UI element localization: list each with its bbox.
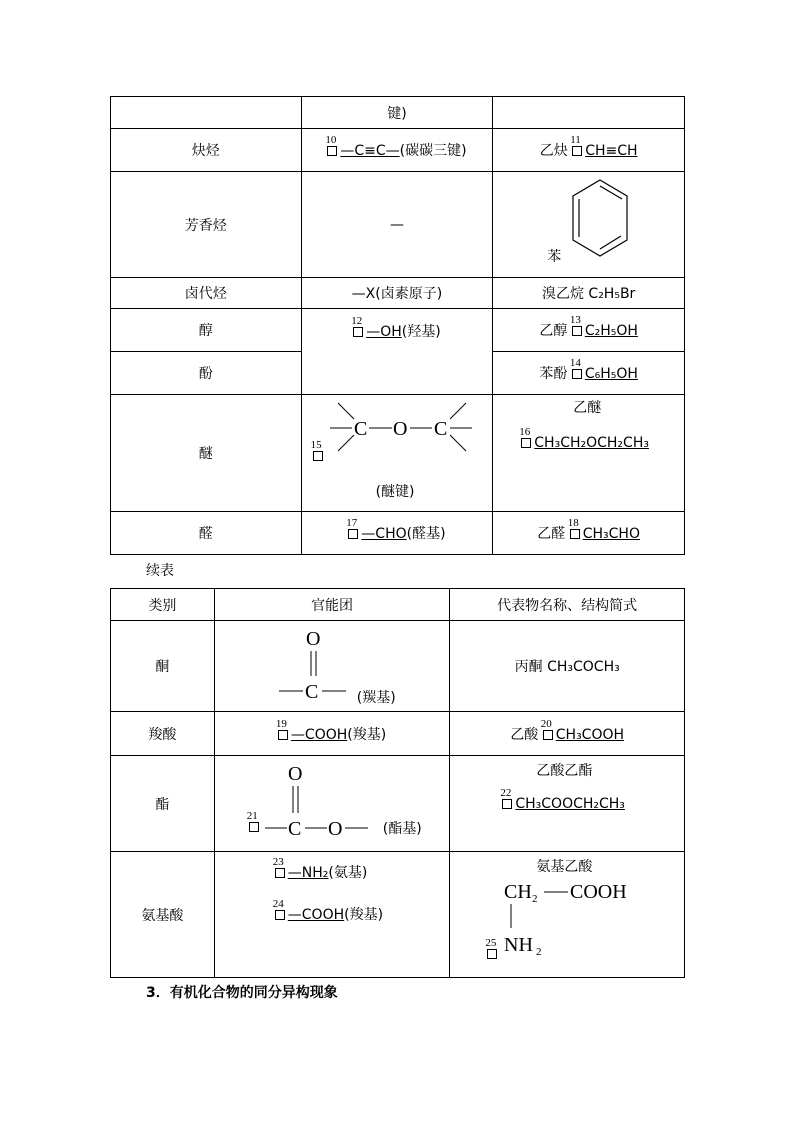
blank-marker-icon: 21 — [249, 822, 259, 832]
answer-text: CH₃COOH — [555, 726, 625, 743]
example-cell: 溴乙烷 C₂H₅Br — [493, 278, 685, 309]
answer-text: —COOH — [290, 726, 348, 743]
compound-name: 乙醇 — [539, 323, 568, 339]
example-cell — [493, 172, 685, 278]
example-cell — [450, 712, 685, 756]
example-cell — [493, 309, 685, 352]
answer-text: C₆H₅OH — [584, 366, 638, 382]
category-cell: 羧酸 — [111, 712, 215, 756]
cell — [493, 97, 685, 129]
table-row — [111, 852, 685, 978]
functional-group-table-part2 — [110, 588, 685, 978]
answer-text: CH₃CHO — [582, 526, 640, 542]
group-name: (羰基) — [356, 690, 396, 706]
group-cell — [301, 309, 493, 395]
table-row — [111, 621, 685, 712]
group-cell — [301, 395, 493, 512]
svg-text:C: C — [304, 681, 319, 703]
compound-name: 乙醛 — [537, 526, 566, 542]
table-row — [111, 756, 685, 852]
svg-text:2: 2 — [532, 893, 538, 905]
answer-text: —C≡C— — [340, 143, 400, 159]
table-row — [111, 129, 685, 172]
svg-text:O: O — [305, 628, 321, 650]
continued-label: 续表 — [146, 563, 174, 579]
glycine-structure-icon — [470, 880, 670, 970]
group-name: (醛基) — [406, 526, 446, 542]
table-header-row — [111, 589, 685, 621]
table-row — [111, 512, 685, 555]
blank-marker-icon: 18 — [570, 529, 580, 539]
table-row — [111, 97, 685, 129]
svg-text:O: O — [287, 763, 303, 785]
cell: 键) — [301, 97, 493, 129]
group-name: (醚键) — [375, 484, 415, 500]
category-cell: 炔烃 — [111, 129, 302, 172]
blank-marker-icon: 22 — [502, 799, 512, 809]
category-cell: 卤代烃 — [111, 278, 302, 309]
answer-text: CH≡CH — [585, 143, 638, 159]
svg-text:O: O — [392, 418, 408, 440]
table-row — [111, 309, 685, 352]
table-row — [111, 712, 685, 756]
category-cell: 酚 — [111, 352, 302, 395]
group-name: (羟基) — [401, 324, 441, 340]
blank-marker-icon: 12 — [353, 327, 363, 337]
group-cell — [301, 512, 493, 555]
blank-marker-icon: 16 — [521, 438, 531, 448]
benzene-ring-icon — [565, 176, 635, 272]
example-cell — [493, 352, 685, 395]
table-row — [111, 395, 685, 512]
compound-name: 氨基乙酸 — [536, 859, 593, 875]
answer-text: —OH — [366, 324, 402, 340]
blank-marker-icon: 20 — [543, 730, 553, 740]
column-header: 代表物名称、结构简式 — [450, 589, 685, 621]
group-name: (羧基) — [344, 907, 384, 923]
group-cell — [214, 621, 450, 712]
svg-text:CH: CH — [504, 881, 533, 903]
example-cell: 丙酮 CH₃COCH₃ — [450, 621, 685, 712]
example-cell — [450, 852, 685, 978]
category-cell: 酮 — [111, 621, 215, 712]
column-header: 类别 — [111, 589, 215, 621]
blank-marker-icon: 15 — [313, 451, 323, 461]
answer-text: C₂H₅OH — [584, 323, 638, 339]
blank-marker-icon: 17 — [348, 529, 358, 539]
example-cell — [493, 129, 685, 172]
blank-marker-icon: 25 — [487, 949, 497, 959]
group-name: (酯基) — [382, 821, 422, 837]
section-heading: 3．有机化合物的同分异构现象 — [146, 985, 338, 1001]
compound-name: 乙酸乙酯 — [536, 763, 593, 779]
example-cell — [493, 395, 685, 512]
group-cell — [214, 712, 450, 756]
group-cell: —X(卤素原子) — [301, 278, 493, 309]
column-header: 官能团 — [214, 589, 450, 621]
blank-marker-icon: 14 — [572, 369, 582, 379]
svg-text:O: O — [327, 818, 343, 840]
compound-name: 乙醚 — [573, 400, 602, 416]
blank-marker-icon: 10 — [327, 146, 337, 156]
functional-group-table-part1 — [110, 96, 685, 555]
category-cell: 氨基酸 — [111, 852, 215, 978]
blank-marker-icon: 19 — [278, 730, 288, 740]
group-name: (羧基) — [347, 726, 387, 743]
cell — [111, 97, 302, 129]
table-row — [111, 278, 685, 309]
svg-text:NH: NH — [504, 934, 534, 956]
group-cell — [214, 852, 450, 978]
group-name: (碳碳三键) — [399, 143, 467, 159]
compound-name: 乙酸 — [510, 726, 539, 743]
answer-text: —COOH — [287, 907, 345, 923]
category-cell: 醇 — [111, 309, 302, 352]
group-cell: — — [301, 172, 493, 278]
svg-text:COOH: COOH — [570, 881, 628, 903]
category-cell: 酯 — [111, 756, 215, 852]
category-cell: 醛 — [111, 512, 302, 555]
table-row — [111, 172, 685, 278]
compound-name: 乙炔 — [539, 143, 568, 159]
blank-marker-icon: 24 — [275, 910, 285, 920]
blank-marker-icon: 23 — [275, 868, 285, 878]
svg-text:2: 2 — [536, 946, 542, 958]
category-cell: 醚 — [111, 395, 302, 512]
group-cell — [214, 756, 450, 852]
group-name: (氨基) — [328, 865, 368, 881]
example-cell — [493, 512, 685, 555]
answer-text: —NH₂ — [287, 865, 329, 881]
answer-text: —CHO — [361, 526, 407, 542]
svg-text:C: C — [287, 818, 302, 840]
svg-text:C: C — [353, 418, 367, 440]
compound-name: 苯 — [547, 249, 562, 265]
group-cell — [301, 129, 493, 172]
compound-name: 苯酚 — [539, 366, 568, 382]
ether-bond-structure-icon — [302, 395, 492, 475]
blank-marker-icon: 13 — [572, 326, 582, 336]
category-cell: 芳香烃 — [111, 172, 302, 278]
svg-text:C: C — [433, 418, 447, 440]
example-cell — [450, 756, 685, 852]
blank-marker-icon: 11 — [572, 146, 582, 156]
answer-text: CH₃COOCH₂CH₃ — [515, 796, 625, 812]
answer-text: CH₃CH₂OCH₂CH₃ — [534, 435, 649, 451]
